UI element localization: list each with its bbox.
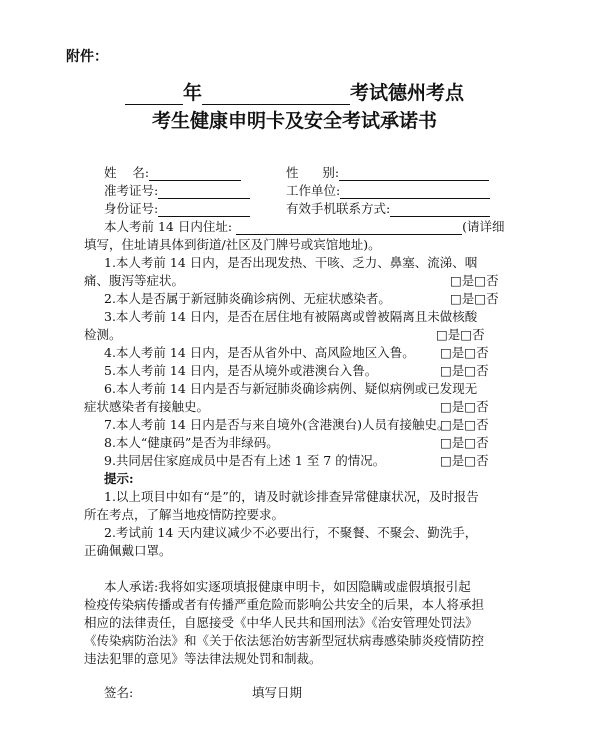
title-line-2: 考生健康申明卡及安全考试承诺书 [151,110,437,132]
tip-2-line-2: 正确佩戴口罩。 [84,543,172,558]
address-field[interactable] [236,221,462,235]
pledge-line-1: 本人承诺:我将如实逐项填报健康申明卡，如因隐瞒或虚假填报引起 [104,579,471,594]
pledge-line-4: 《传染病防治法》和《关于依法惩治妨害新型冠状病毒感染肺炎疫情防控 [84,633,485,648]
address-hint-open: (请详细 [462,219,505,234]
question-6-line-1: 6.本人考前 14 日内是否与新冠肺炎确诊病例、疑似病例或已发现无 [104,381,478,396]
id-label: 身份证号: [104,201,159,216]
question-4-answer[interactable]: □是□否 [440,345,489,360]
question-3-line-2: 检测。 [84,327,122,342]
gender-field[interactable] [339,167,489,181]
question-5-answer[interactable]: □是□否 [440,363,489,378]
signature-label[interactable]: 签名: [104,685,134,700]
id-row [104,199,250,217]
title-line-1 [0,78,589,105]
title-line-1-tail: 考试德州考点 [350,82,465,104]
fill-date-label[interactable]: 填写日期 [252,685,303,700]
question-4-line-1: 4.本人考前 14 日内，是否从省外中、高风险地区入鲁。 [104,345,415,360]
address-lead: 本人考前 14 日内住址: [104,219,233,234]
address-hint: 填写，住址请具体到街道/社区及门牌号或宾馆地址)。 [84,237,381,252]
question-9-answer[interactable]: □是□否 [440,453,489,468]
question-8-answer[interactable]: □是□否 [440,435,489,450]
year-blank[interactable] [125,86,183,105]
year-suffix: 年 [182,82,202,104]
pledge-line-5: 违法犯罪的意见》等法律法规处罚和制裁。 [84,651,322,666]
exam-name-blank[interactable] [202,86,350,105]
question-2-answer[interactable]: □是□否 [450,291,499,306]
question-1-line-2: 痛、腹泻等症状。 [84,273,185,288]
work-label: 工作单位: [286,183,341,198]
pledge-line-2: 检疫传染病传播或者有传播严重危险而影响公共安全的后果，本人将承担 [84,597,485,612]
phone-row [286,199,490,217]
tip-1-line-1: 1.以上项目中如有“是”的，请及时就诊排查异常健康状况，及时报告 [104,489,479,504]
name-field[interactable] [149,167,241,181]
question-6-answer[interactable]: □是□否 [440,399,489,414]
pledge-line-3: 相应的法律责任，自愿接受《中华人民共和国刑法》《治安管理处罚法》 [84,615,478,630]
address-row [104,217,504,235]
question-1-line-1: 1.本人考前 14 日内，是否出现发热、干咳、乏力、鼻塞、流涕、咽 [104,255,478,270]
id-field[interactable] [158,203,250,217]
tip-1-line-2: 所在考点，了解当地疫情防控要求。 [84,507,285,522]
work-field[interactable] [340,185,490,199]
tips-heading: 提示: [104,471,134,486]
gender-row [286,163,489,181]
question-7-answer[interactable]: □是□否 [440,417,489,432]
phone-label: 有效手机联系方式: [286,201,391,216]
question-1-answer[interactable]: □是□否 [450,273,499,288]
tip-2-line-1: 2.考试前 14 天内建议减少不必要出行，不聚餐、不聚会、勤洗手， [104,525,478,540]
ticket-label: 准考证号: [104,183,159,198]
question-3-answer[interactable]: □是□否 [436,327,485,342]
question-9-line-1: 9.共同居住家庭成员中是否有上述 1 至 7 的情况。 [104,453,386,468]
question-2-line-1: 2.本人是否属于新冠肺炎确诊病例、无症状感染者。 [104,291,391,306]
name-row [104,163,241,181]
question-6-line-2: 症状感染者有接触史。 [84,399,210,414]
work-row [286,181,490,199]
question-3-line-1: 3.本人考前 14 日内，是否在居住地有被隔离或曾被隔离且未做核酸 [104,309,478,324]
name-label: 姓 名: [104,165,150,180]
phone-field[interactable] [390,203,490,217]
attachment-label: 附件： [66,49,108,65]
question-5-line-1: 5.本人考前 14 日内，是否从境外或港澳台入鲁。 [104,363,378,378]
ticket-field[interactable] [158,185,250,199]
question-7-line-1: 7.本人考前 14 日内是否与来自境外(含港澳台)人员有接触史。 [104,417,450,432]
ticket-row [104,181,250,199]
question-8-line-1: 8.本人“健康码”是否为非绿码。 [104,435,279,450]
gender-label: 性 别: [286,165,340,180]
